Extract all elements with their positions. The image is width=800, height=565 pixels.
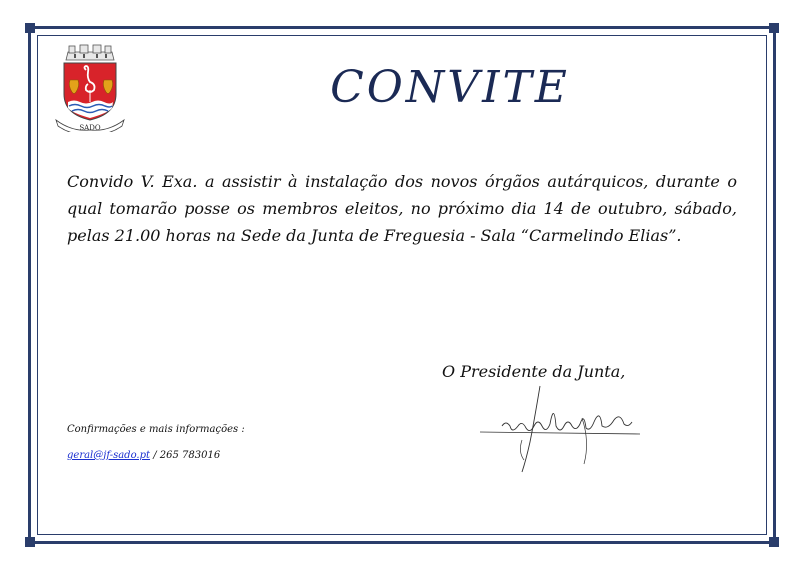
corner-ornament [769, 537, 779, 547]
handwritten-signature [472, 382, 652, 477]
contact-line [67, 450, 220, 461]
corner-ornament [769, 23, 779, 33]
contact-heading: Confirmações e mais informações : [67, 424, 245, 435]
svg-text:SADO: SADO [79, 124, 101, 132]
email-link[interactable]: geral@jf-sado.pt [67, 450, 151, 461]
phone-number: / 265 783016 [150, 450, 221, 461]
signatory-title: O Presidente da Junta, [442, 362, 626, 381]
page-title: CONVITE [330, 62, 570, 113]
corner-ornament [25, 23, 35, 33]
coat-of-arms-logo [52, 42, 128, 132]
invitation-body: Convido V. Exa. a assistir à instalação dos novos órgãos autárquicos, durante o qual tomarão posse os membros eleitos, no próximo dia 14 de outubro, sábado, pelas 21.00 horas na Sede da Junta de Freguesia - Sala “Carmelindo Elias”. [67, 172, 737, 245]
corner-ornament [25, 537, 35, 547]
